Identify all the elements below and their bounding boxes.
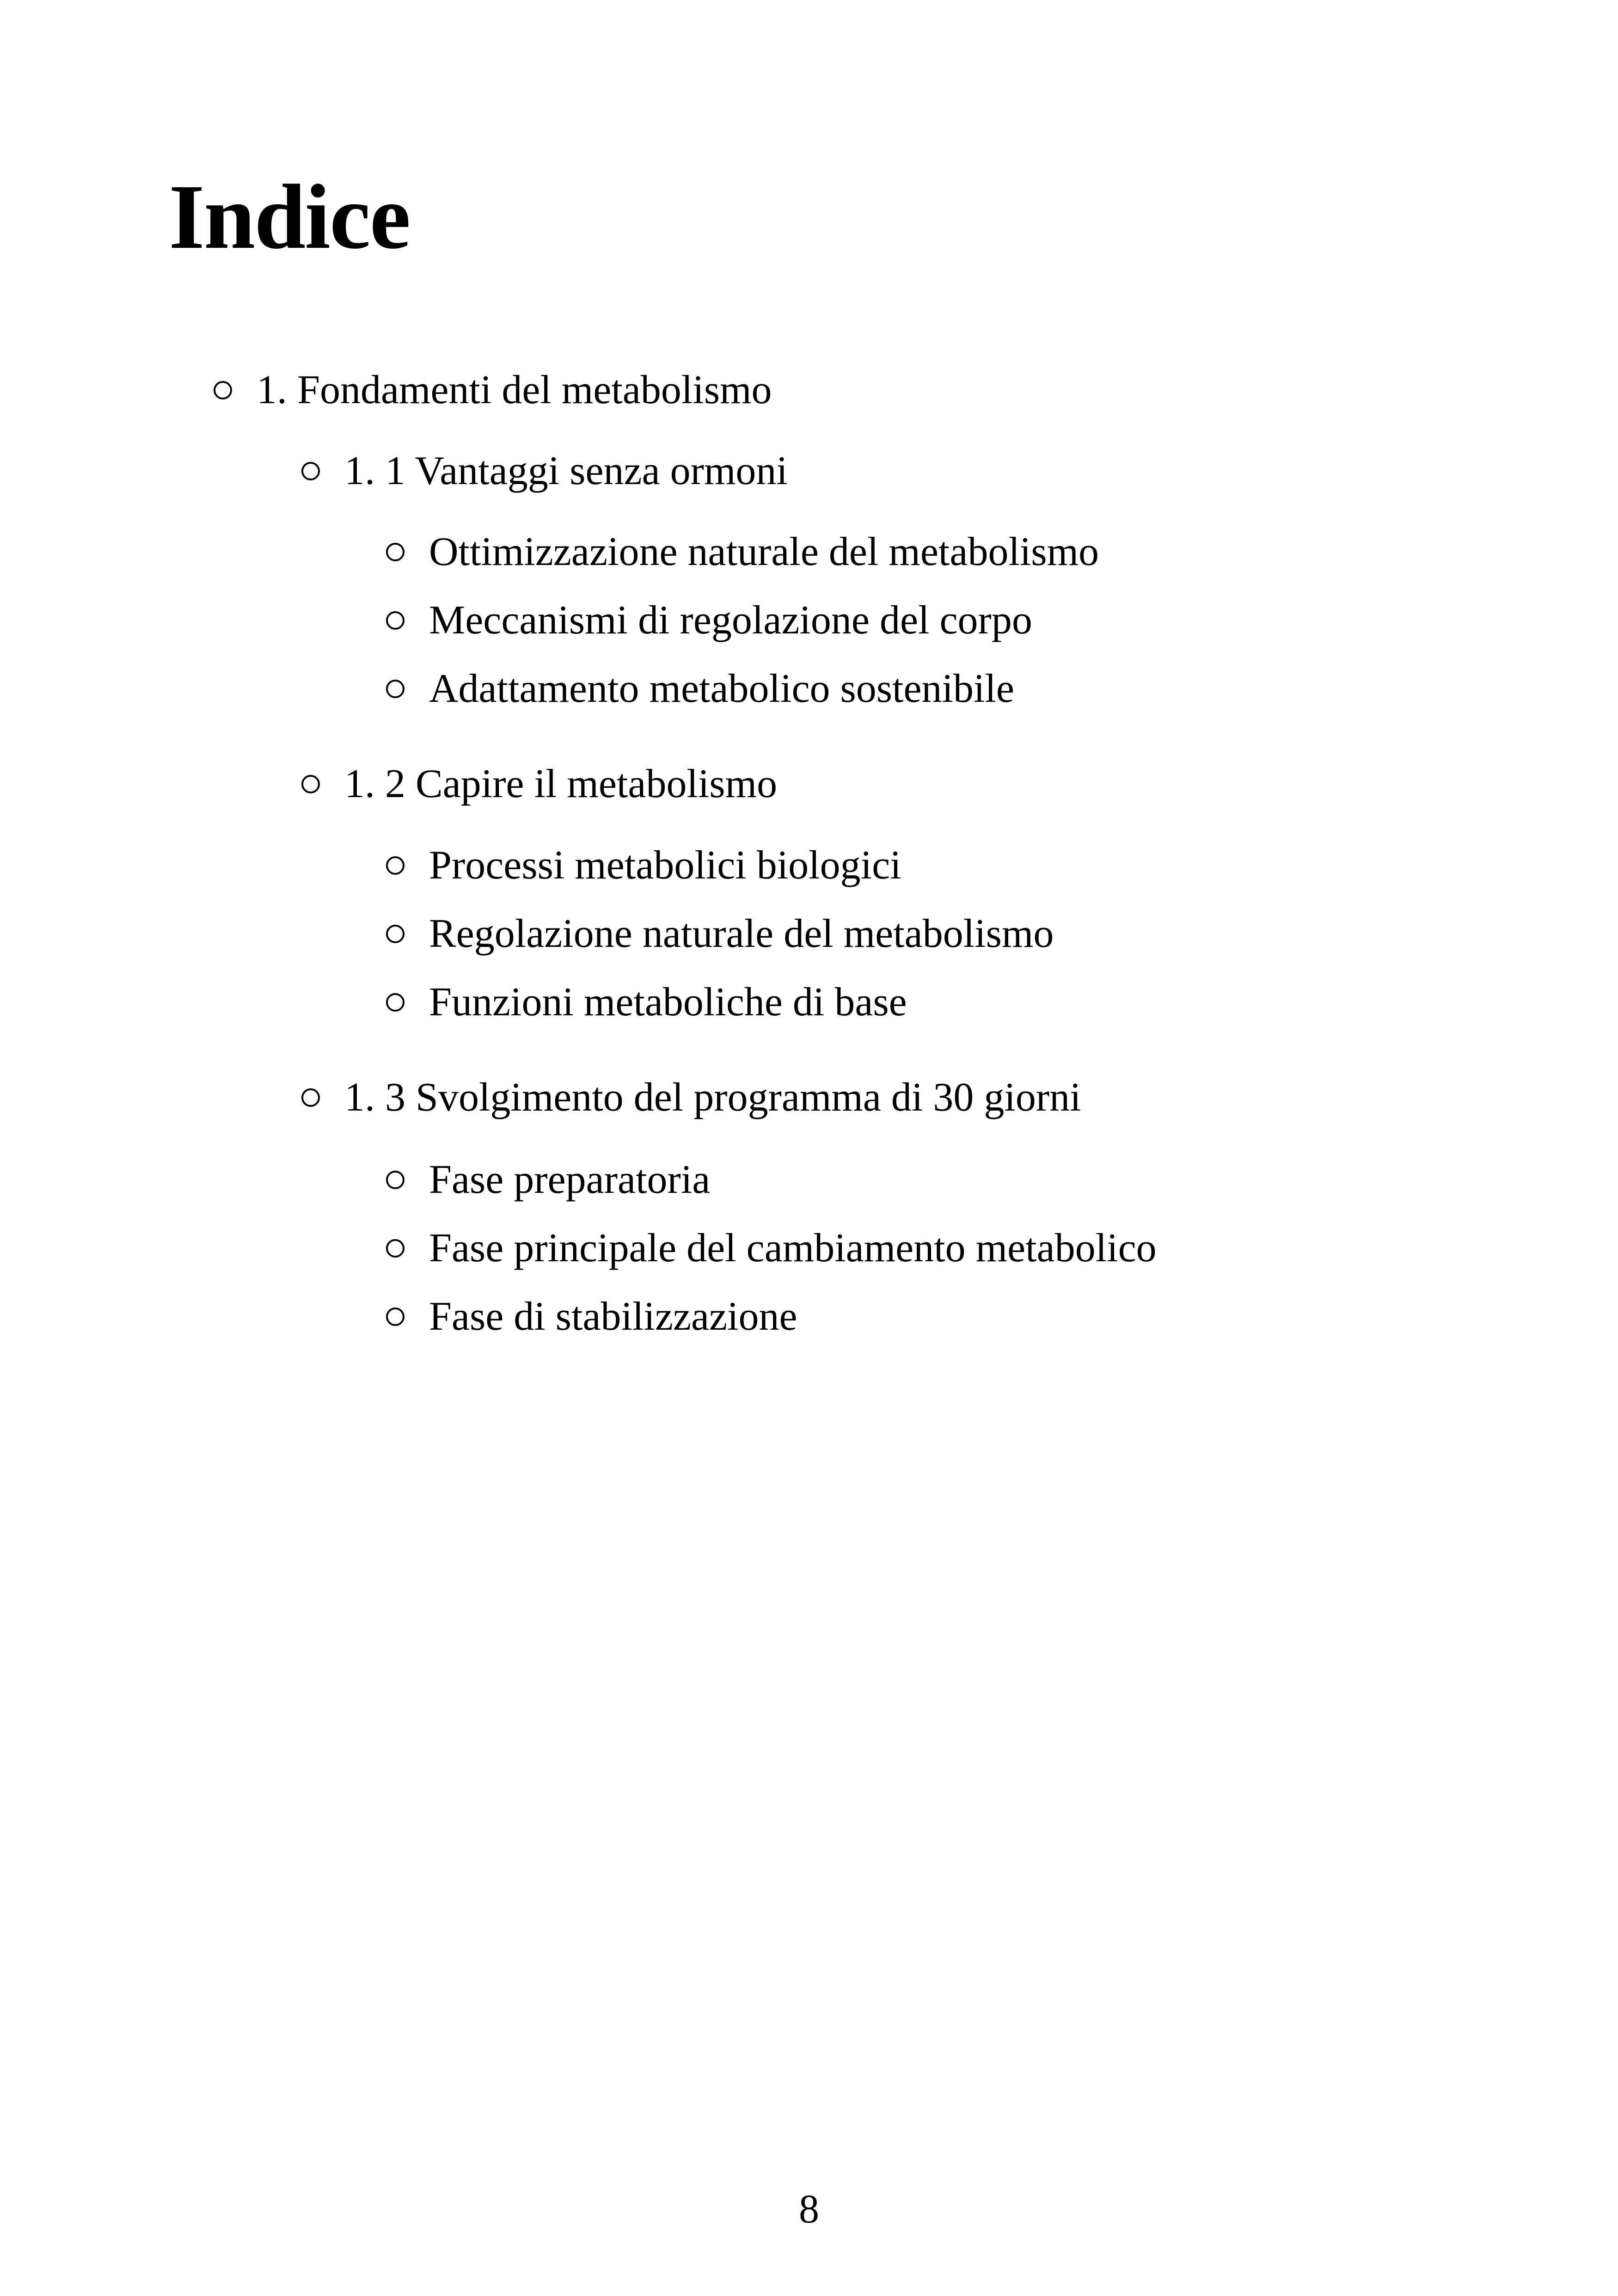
- toc-item[interactable]: [429, 911, 1054, 956]
- toc-item[interactable]: [429, 845, 901, 886]
- toc-item-label: Fase principale del cambiamento metabolico: [429, 1226, 1157, 1271]
- hollow-circle-bullet-icon: [214, 381, 232, 399]
- hollow-circle-bullet-icon: [386, 1308, 404, 1326]
- toc-section-1-3[interactable]: [344, 1077, 1081, 1118]
- toc-item-label: Fase preparatoria: [429, 1157, 711, 1202]
- page-number: 8: [799, 2187, 819, 2232]
- toc-item-label: Adattamento metabolico sostenibile: [429, 666, 1014, 711]
- hollow-circle-bullet-icon: [386, 856, 404, 875]
- hollow-circle-bullet-icon: [301, 462, 320, 480]
- toc-item[interactable]: [429, 1228, 1157, 1269]
- toc-item-label: Fase di stabilizzazione: [429, 1294, 797, 1339]
- toc-section-1-2[interactable]: [344, 761, 778, 806]
- page-title: Indice: [169, 166, 410, 268]
- toc-chapter-1[interactable]: [257, 370, 772, 411]
- hollow-circle-bullet-icon: [386, 993, 404, 1012]
- toc-section-label: 1. 3 Svolgimento del programma di 30 giorni: [344, 1075, 1081, 1120]
- hollow-circle-bullet-icon: [301, 775, 320, 793]
- toc-item-label: Funzioni metaboliche di base: [429, 980, 907, 1025]
- hollow-circle-bullet-icon: [386, 680, 404, 698]
- hollow-circle-bullet-icon: [386, 543, 404, 561]
- toc-section-label: 1. 1 Vantaggi senza ormoni: [344, 448, 788, 493]
- toc-item[interactable]: [429, 600, 1032, 641]
- toc-item-label: Ottimizzazione naturale del metabolismo: [429, 529, 1099, 574]
- toc-item[interactable]: [429, 666, 1014, 711]
- toc-item-label: Processi metabolici biologici: [429, 843, 901, 888]
- hollow-circle-bullet-icon: [386, 1171, 404, 1189]
- toc-item-label: Meccanismi di regolazione del corpo: [429, 598, 1032, 643]
- hollow-circle-bullet-icon: [386, 1239, 404, 1258]
- toc-chapter-label: 1. Fondamenti del metabolismo: [257, 368, 772, 412]
- toc-item-label: Regolazione naturale del metabolismo: [429, 911, 1054, 956]
- hollow-circle-bullet-icon: [301, 1088, 320, 1107]
- toc-item[interactable]: [429, 1296, 797, 1337]
- toc-item[interactable]: [429, 1157, 711, 1202]
- hollow-circle-bullet-icon: [386, 611, 404, 630]
- toc-section-1-1[interactable]: [344, 448, 788, 493]
- toc-item[interactable]: [429, 529, 1099, 574]
- hollow-circle-bullet-icon: [386, 925, 404, 943]
- toc-item[interactable]: [429, 982, 907, 1023]
- toc-section-label: 1. 2 Capire il metabolismo: [344, 761, 778, 806]
